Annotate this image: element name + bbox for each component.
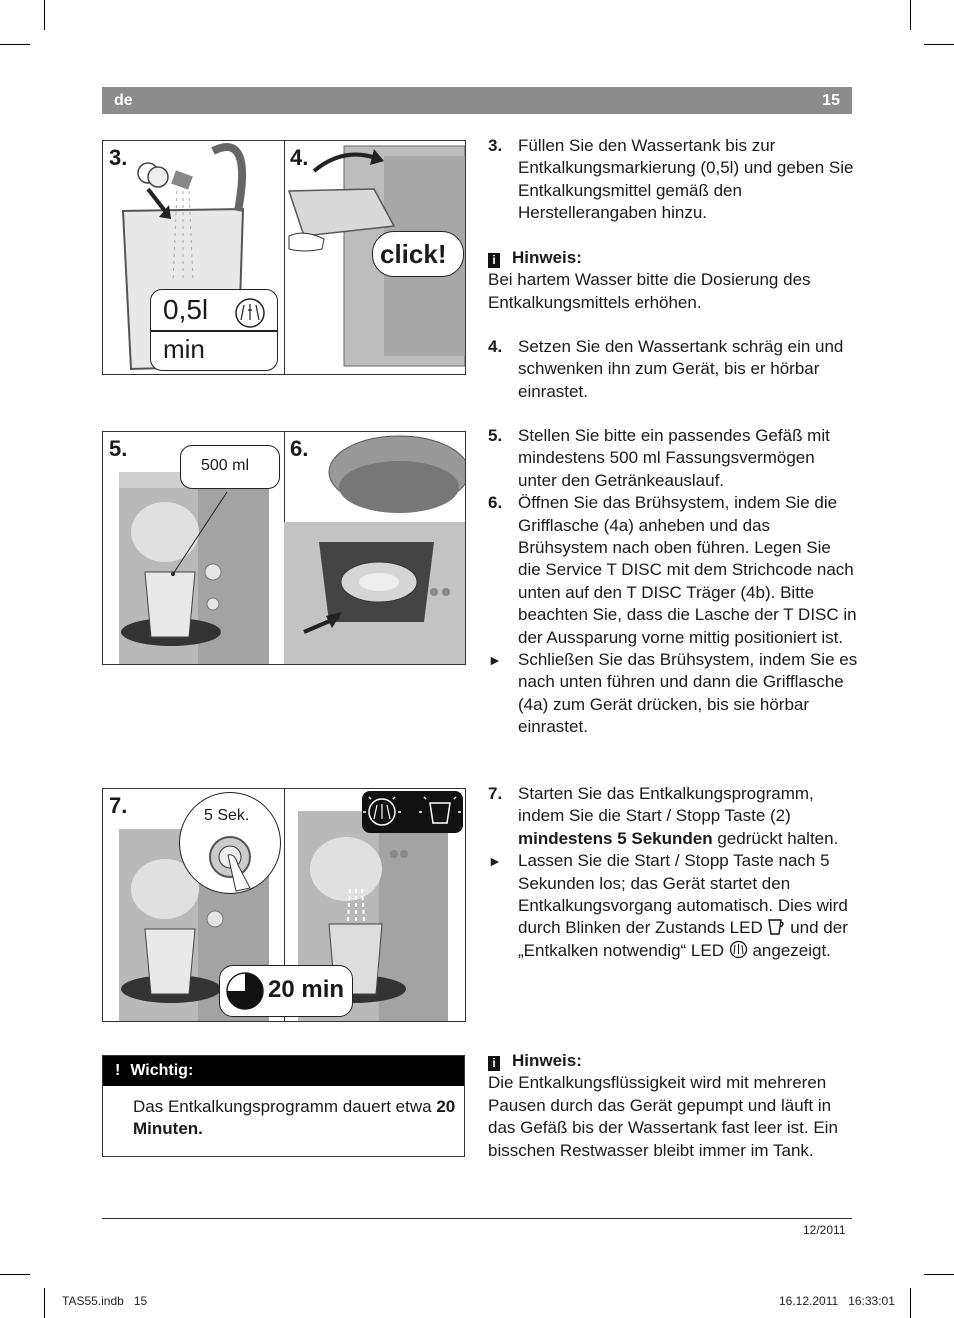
footer-rule xyxy=(102,1218,852,1219)
crop-mark xyxy=(924,44,954,45)
step-text: angezeigt. xyxy=(747,940,831,960)
step-number: 3. xyxy=(488,136,503,155)
figure-number: 4. xyxy=(290,145,309,170)
volume-label: 500 ml xyxy=(201,457,250,474)
figure-steps-5-6 xyxy=(102,431,466,665)
arrow-bullet: ► xyxy=(488,853,502,870)
step-text: Öffnen Sie das Brühsystem, indem Sie die Grifflasche (4a) anheben und das Brühsystem nach oben führen. Legen Sie die Service T DISC mit dem Strichcode nach unten auf den T DISC Träger (4b). Bitte beachten Sie, dass die Lasche der T DISC in der Aussparung vorne mittig positioniert ist. xyxy=(518,493,857,647)
crop-mark xyxy=(910,1288,911,1318)
duration-label: 5 Sek. xyxy=(204,807,250,824)
hint-text: Die Entkalkungsflüssigkeit wird mit mehreren Pausen durch das Gerät gepumpt und läuft in das Gefäß bis der Wassertank fast leer ist. Ein bisschen Restwasser bleibt immer im Tank. xyxy=(488,1073,838,1160)
min-label: min xyxy=(163,334,205,364)
important-title: Wichtig: xyxy=(130,1062,194,1079)
figure-step-4 xyxy=(284,141,465,374)
important-text: Das Entkalkungsprogramm dauert etwa xyxy=(133,1097,437,1116)
callout-divider xyxy=(151,330,277,332)
hint-title: Hinweis: xyxy=(512,248,582,267)
timestamp: 16.12.2011 16:33:01 xyxy=(779,1294,895,1308)
crop-mark xyxy=(44,0,45,30)
hint-2 xyxy=(488,1050,858,1162)
step-number: 5. xyxy=(488,426,503,445)
brew-system-illustration xyxy=(284,432,465,664)
crop-mark xyxy=(924,1274,954,1275)
start-button-icon xyxy=(180,793,280,893)
timer-callout xyxy=(219,965,353,1017)
language-label: de xyxy=(114,92,133,109)
cup-icon xyxy=(767,918,785,936)
click-label: click! xyxy=(380,239,447,269)
step-text: Schließen Sie das Brühsystem, indem Sie es nach unten führen und dann die Grifflasche (4a) zum Gerät drücken, bis sie hörbar einrastet. xyxy=(518,650,858,737)
step-3-text xyxy=(488,135,858,225)
led-panel-callout xyxy=(362,791,463,833)
info-icon: i xyxy=(488,253,500,268)
descale-icon xyxy=(233,296,267,330)
important-duration: 20 Minuten. xyxy=(133,1097,456,1138)
important-box xyxy=(102,1055,465,1157)
hint-title: Hinweis: xyxy=(512,1051,582,1070)
hint-text: Bei hartem Wasser bitte die Dosierung des Entkalkungsmittels erhöhen. xyxy=(488,270,811,312)
step-5-6-text xyxy=(488,425,858,739)
step-text-bold: mindestens 5 Sekunden xyxy=(518,828,713,848)
page-header xyxy=(102,87,852,114)
step-text: gedrückt halten. xyxy=(712,828,839,848)
arrow-bullet: ► xyxy=(488,652,502,669)
important-header xyxy=(103,1056,464,1086)
crop-mark xyxy=(44,1288,45,1318)
volume-callout xyxy=(150,289,278,371)
figure-step-6 xyxy=(284,432,465,664)
step-text: Setzen Sie den Wassertank schräg ein und schwenken ihn zum Gerät, bis er hörbar einrastet. xyxy=(518,337,844,401)
descale-icon xyxy=(362,791,463,833)
footer-date: 12/2011 xyxy=(803,1223,846,1237)
figure-step-7 xyxy=(102,788,466,1022)
step-number: 7. xyxy=(488,784,503,803)
info-icon: i xyxy=(488,1056,500,1071)
figure-step-3 xyxy=(103,141,285,374)
page-number: 15 xyxy=(822,92,840,109)
crop-mark xyxy=(0,1274,30,1275)
button-callout xyxy=(179,792,281,894)
clock-icon xyxy=(224,970,266,1012)
click-callout xyxy=(372,231,464,277)
step-4-text xyxy=(488,336,858,403)
figure-step-5 xyxy=(103,432,285,664)
volume-label: 0,5l xyxy=(163,294,209,325)
volume-callout xyxy=(180,445,280,489)
crop-mark xyxy=(0,44,30,45)
file-info: TAS55.indb 15 xyxy=(62,1294,148,1308)
step-text: Lassen Sie die Start / Stopp Taste nach 5 Sekunden los; das Gerät startet den Entkalkungsvorgang automatisch. Dies wird durch Blinken der Zustands LED xyxy=(518,851,848,938)
step-text: und der „Entkalken notwendig“ LED xyxy=(518,918,848,960)
figure-steps-3-4 xyxy=(102,140,466,375)
step-number: 4. xyxy=(488,337,503,356)
warning-icon: ! xyxy=(115,1062,121,1079)
step-number: 6. xyxy=(488,493,503,513)
descale-icon xyxy=(729,940,748,959)
step-7-text xyxy=(488,783,858,962)
figure-number: 3. xyxy=(109,145,128,170)
step-text: Stellen Sie bitte ein passendes Gefäß mit mindestens 500 ml Fassungsvermögen unter den Getränkeauslauf. xyxy=(518,426,830,490)
figure-number: 6. xyxy=(290,436,309,461)
figure-number: 5. xyxy=(109,436,128,461)
hint-1 xyxy=(488,247,858,314)
step-text: Füllen Sie den Wassertank bis zur Entkalkungsmarkierung (0,5l) und geben Sie Entkalkungsmittel gemäß den Herstellerangaben hinzu. xyxy=(518,136,854,223)
timer-label: 20 min xyxy=(268,976,345,1003)
step-text: Starten Sie das Entkalkungsprogramm, indem Sie die Start / Stopp Taste (2) xyxy=(518,784,814,826)
crop-mark xyxy=(910,0,911,30)
figure-number: 7. xyxy=(109,793,128,818)
important-body xyxy=(103,1086,464,1140)
